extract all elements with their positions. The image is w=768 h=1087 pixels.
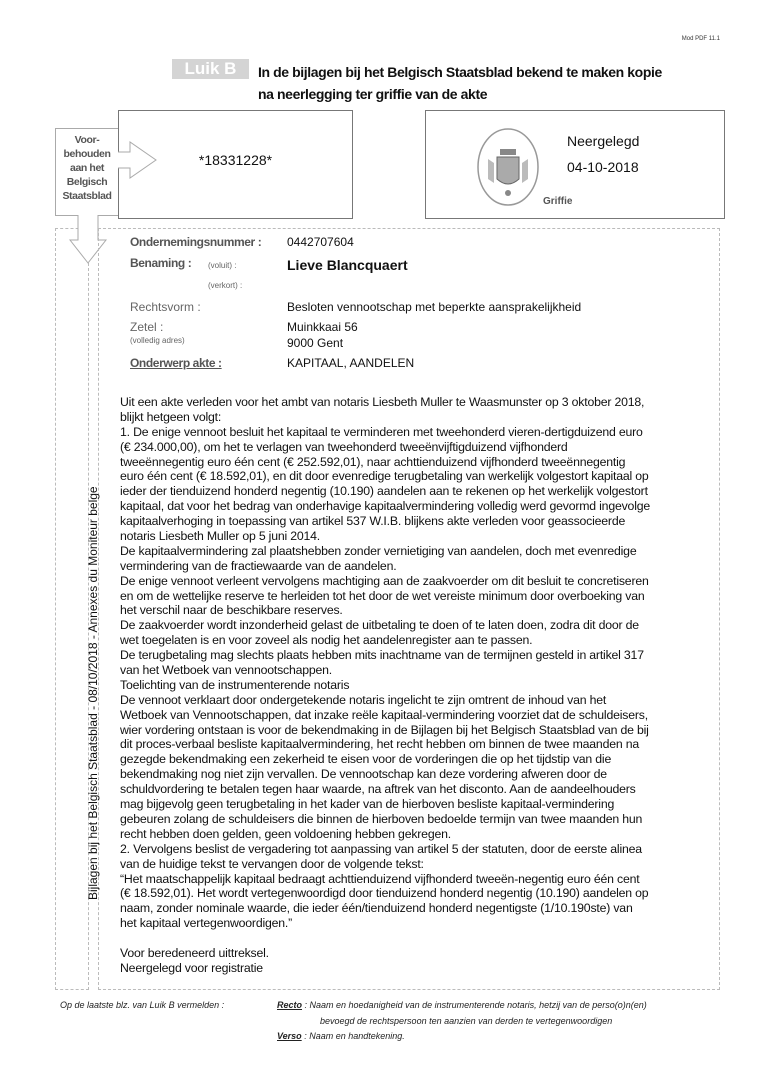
verso-text: : Naam en handtekening.: [301, 1031, 405, 1041]
reserved-box: [55, 128, 119, 216]
body-line: De kapitaalvermindering zal plaatshebben zonder vernietiging van aandelen, doch met evenredige: [120, 543, 637, 558]
body-line: dit proces-verbaal besliste kapitaalvermindering, het recht hebben om binnen de twee maanden na: [120, 737, 639, 752]
body-line: (€ 234.000,00), om het te verlagen van tweehonderd tweeënvijftigduizend vijfhonderd: [120, 439, 568, 454]
reserved-line: Belgisch: [66, 176, 108, 188]
body-line: schuldvordering te betalen tegen haar waarde, na aftrek van het disconto. Aan de aandeelhouders: [120, 782, 636, 797]
onr-label: Ondernemingsnummer :: [130, 235, 262, 249]
body-line: van het Wetboek van vennootschappen.: [120, 663, 333, 678]
body-line: bekendmaking nog niet zijn vervallen. De vennootschap kan deze vordering afweren door de: [120, 767, 607, 782]
side-text: Bijlagen bij het Belgisch Staatsblad - 08/10/2018 - Annexes du Moniteur belge: [86, 486, 100, 900]
body-line: wet toegelaten is en voor zoveel als nodig het aandelenregister aan te passen.: [120, 633, 533, 648]
recto-text: : Naam en hoedanigheid van de instrumenterende notaris, hetzij van de perso(o)n(en): [302, 1000, 647, 1010]
body-line: gebeuren zolang de schuldeisers die binnen de hierboven bedoelde termijn van twee maanden hun: [120, 811, 643, 826]
recto-text-2: bevoegd de rechtspersoon ten aanzien van derden te vertegenwoordigen: [320, 1016, 613, 1026]
deed-text: [120, 395, 650, 976]
benaming-label: Benaming :: [130, 256, 192, 270]
body-line: Voor beredeneerd uittreksel.: [120, 945, 269, 960]
reserved-line: Voor-: [74, 134, 100, 146]
reserved-line: aan het: [70, 162, 104, 174]
body-line: het kapitaal vertegenwoordigen.”: [120, 916, 293, 931]
title-line: In de bijlagen bij het Belgisch Staatsblad bekend te maken kopie: [258, 64, 662, 80]
verkort-label: (verkort) :: [208, 281, 243, 290]
body-line: tweeënnegentig euro één cent (€ 252.592,01), naar achttienduizend vijfhonderd tweeënnegentig: [120, 454, 626, 469]
left-margin-frame: [55, 228, 89, 990]
griffie-date: 04-10-2018: [567, 159, 639, 175]
body-line: kapitaal, dat voor het bedrag van onderhavige kapitaalvermindering volledig werd gevormd ingevolge: [120, 499, 651, 514]
company-name: Lieve Blancquaert: [287, 257, 408, 273]
onderwerp-label: Onderwerp akte :: [130, 356, 222, 370]
reference-number: *18331228*: [198, 152, 273, 168]
body-line: het verschil naar de beschikbare reserves.: [120, 603, 343, 618]
recto-label: Recto: [277, 1000, 303, 1010]
footer-instruction: Op de laatste blz. van Luik B vermelden :: [60, 1000, 225, 1010]
luik-badge: Luik B: [172, 59, 249, 79]
body-line: Toelichting van de instrumenterende notaris: [120, 677, 350, 692]
reserved-line: behouden: [63, 148, 111, 160]
coat-of-arms-icon: [473, 127, 543, 207]
body-line: en om de wettelijke reserve te herleiden tot het door de wet vereiste minimum door overboeking van: [120, 588, 645, 603]
body-line: “Het maatschappelijk kapitaal bedraagt achttienduizend vijfhonderd tweeën-negentig euro één cent: [120, 871, 640, 886]
zetel-label: Zetel :: [130, 320, 164, 334]
verso-label: Verso: [277, 1031, 302, 1041]
reserved-line: Staatsblad: [62, 190, 112, 202]
body-line: notaris Liesbeth Muller op 5 juni 2014.: [120, 529, 321, 544]
address-line-1: Muinkkaai 56: [287, 320, 358, 334]
form-model: Mod PDF 11.1: [681, 36, 720, 42]
body-line: gezegde bekendmaking een zekerheid te eisen voor de vorderingen die op het tijdstip van die: [120, 752, 612, 767]
onr-value: 0442707604: [287, 235, 354, 249]
body-line: naam, zonder nominale waarde, die ieder één/tienduizend honderd negentigste (1/10.190ste) van: [120, 901, 633, 916]
body-line: De enige vennoot verleent vervolgens machtiging aan de zaakvoerder om dit besluit te concretiseren: [120, 573, 649, 588]
address-line-2: 9000 Gent: [287, 336, 344, 350]
body-line: van de huidige tekst te vervangen door de volgende tekst:: [120, 856, 424, 871]
onderwerp-value: KAPITAAL, AANDELEN: [287, 356, 415, 370]
body-line: De vennoot verklaart door ondergetekende notaris ingelicht te zijn omtrent de inhoud van het: [120, 692, 607, 707]
body-line: Wetboek van Vennootschappen, dat inzake reële kapitaal-vermindering voorziet dat de schuldeisers,: [120, 707, 648, 722]
rechtsvorm-value: Besloten vennootschap met beperkte aansprakelijkheid: [287, 300, 582, 314]
body-line: ieder der tienduizend honderd negentig (10.190) aandelen aan te rekenen op het werkelijk volgestort: [120, 484, 648, 499]
voluit-label: (voluit) :: [208, 261, 237, 270]
body-line: De zaakvoerder wordt inzonderheid gelast de uitbetaling te doen of te laten doen, zodra dit door de: [120, 618, 639, 633]
zetel-sublabel: (volledig adres): [130, 336, 185, 345]
body-line: (€ 18.592,01). Het wordt vertegenwoordigd door tienduizend honderd negentig (10.190) aandelen op: [120, 886, 649, 901]
body-line: kapitaalverhoging in toepassing van artikel 537 W.I.B. blijkens akte verleden voor geassocieerde: [120, 514, 626, 529]
body-line: Uit een akte verleden voor het ambt van notaris Liesbeth Muller te Waasmunster op 3 oktober 2018,: [120, 395, 645, 409]
body-line: recht hebben doen gelden, geen voldoening hebben gekregen.: [120, 826, 451, 841]
body-line: vermindering van de fractiewaarde van de aandelen.: [120, 558, 397, 573]
body-line: 2. Vervolgens beslist de vergadering tot aanpassing van artikel 5 der statuten, door de eerste alinea: [120, 841, 642, 856]
title-line: na neerlegging ter griffie van de akte: [258, 86, 488, 102]
griffie-status: Neergelegd: [567, 133, 640, 149]
body-line: De terugbetaling mag slechts plaats hebben mits inachtname van de termijnen gesteld in artikel 317: [120, 648, 644, 663]
griffie-label: Griffie: [543, 196, 573, 207]
page-title: [258, 61, 662, 105]
rechtsvorm-label: Rechtsvorm :: [130, 300, 201, 314]
body-line: blijkt hetgeen volgt:: [120, 409, 222, 424]
body-line: 1. De enige vennoot besluit het kapitaal te verminderen met tweehonderd vieren-dertigduizend euro: [120, 424, 643, 439]
body-line: Neergelegd voor registratie: [120, 960, 263, 975]
body-line: wier vordering ontstaan is voor de bekendmaking in de Bijlagen bij het Belgisch Staatsblad van de bij: [120, 722, 649, 737]
body-line: mag bijgevolg geen terugbetaling in het kader van de hierboven besliste kapitaal-vermindering: [120, 797, 615, 812]
body-line: [120, 931, 650, 946]
body-line: euro één cent (€ 18.592,01), en dit door evenredige terugbetaling van werkelijk volgestort kapitaal op: [120, 469, 649, 484]
